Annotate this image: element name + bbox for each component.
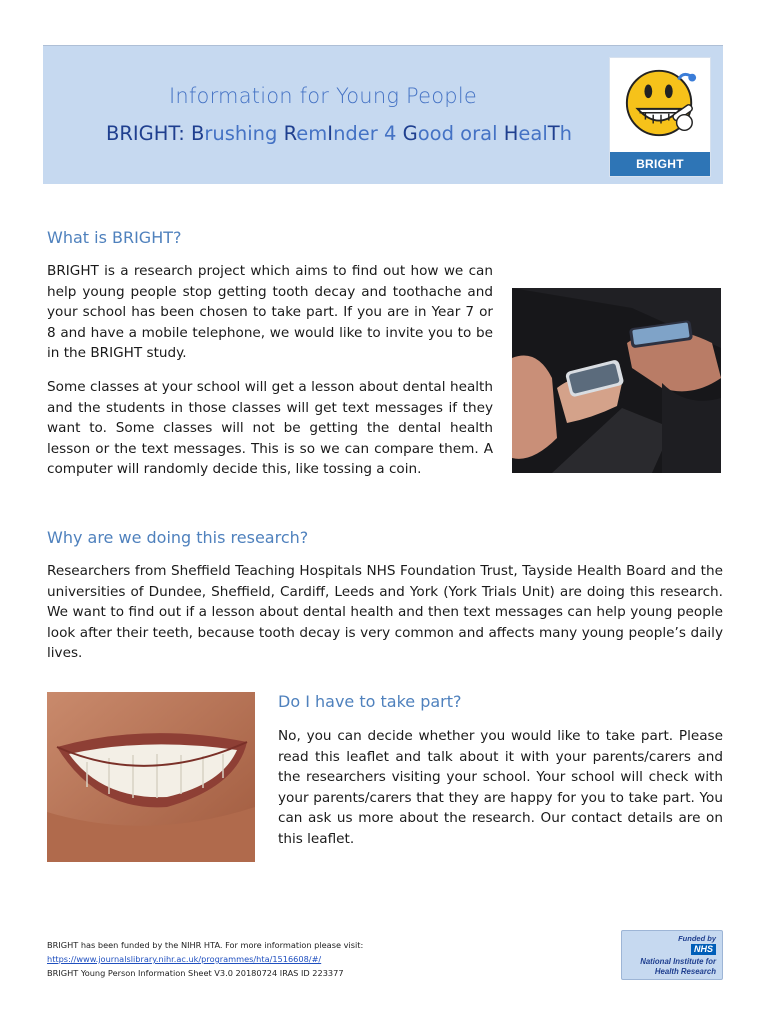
nihr-name-line-2: Health Research	[654, 967, 716, 976]
footer-version-line: BRIGHT Young Person Information Sheet V3.0 20180724 IRAS ID 223377	[47, 968, 344, 978]
subtitle-part: ood oral	[417, 122, 504, 145]
subtitle-part: BRIGHT:	[105, 122, 191, 145]
phones-photo	[512, 288, 721, 473]
subtitle-part: rushing	[204, 122, 284, 145]
nihr-name-line-1: National Institute for	[640, 957, 716, 966]
footer-funding-line: BRIGHT has been funded by the NIHR HTA. For more information please visit:	[47, 940, 364, 950]
why-paragraph-1: Researchers from Sheffield Teaching Hospitals NHS Foundation Trust, Tayside Health Board and the universities of Dundee, Sheffield, Cardiff, Leeds and York (York Trials Unit) are doing this research. We want to find out if a lesson about dental health and then text messages can help young people look after their teeth, because tooth decay is very common and affects many young people’s daily lives.	[47, 563, 723, 662]
what-paragraph-2: Some classes at your school will get a lesson about dental health and the students in those classes will get text messages if they want to. Some classes will not be getting the dental health lesson or the text messages. This is so we can compare them. A computer will randomly decide this, like tossing a coin.	[47, 379, 493, 478]
nihr-funder-logo	[621, 930, 723, 980]
what-paragraph-1: BRIGHT is a research project which aims to find out how we can help young people stop getting tooth decay and toothache and your school has been chosen to take part. If you are in Year 7 or 8 and have a mobile telephone, we would like to invite you to be in the BRIGHT study.	[47, 263, 493, 362]
funded-by-label: Funded by	[678, 934, 716, 943]
subtitle-part: eal	[518, 122, 548, 145]
subtitle-part: R	[283, 122, 297, 145]
section-heading-why: Why are we doing this research?	[47, 528, 309, 547]
take-part-paragraph-1: No, you can decide whether you would like to take part. Please read this leaflet and talk about it with your parents/carers and the researchers visiting your school. Your school will check with your parents/carers that they are happy for you to take part. You can ask us more about the research. Our contact details are on this leaflet.	[278, 728, 723, 847]
page-title: Information for Young People	[169, 84, 477, 108]
smiley-toothbrush-icon	[622, 64, 700, 142]
subtitle-part: nder 4	[333, 122, 403, 145]
section-heading-what: What is BRIGHT?	[47, 228, 182, 247]
subtitle-part: G	[402, 122, 418, 145]
nhs-badge: NHS	[691, 944, 716, 955]
subtitle-part: B	[190, 122, 205, 145]
subtitle-part: I	[327, 122, 334, 145]
smile-photo	[47, 692, 255, 862]
header-banner	[43, 45, 723, 184]
footer	[47, 938, 547, 980]
subtitle-part: h	[559, 122, 573, 145]
subtitle-part: T	[547, 122, 560, 145]
subtitle-part: H	[503, 122, 519, 145]
subtitle-part: em	[296, 122, 328, 145]
footer-link[interactable]: https://www.journalslibrary.nihr.ac.uk/programmes/hta/1516608/#/	[47, 954, 322, 964]
page-subtitle	[43, 122, 635, 145]
logo-label: BRIGHT	[610, 152, 710, 176]
bright-logo	[609, 57, 711, 177]
section-heading-take-part: Do I have to take part?	[278, 692, 462, 711]
